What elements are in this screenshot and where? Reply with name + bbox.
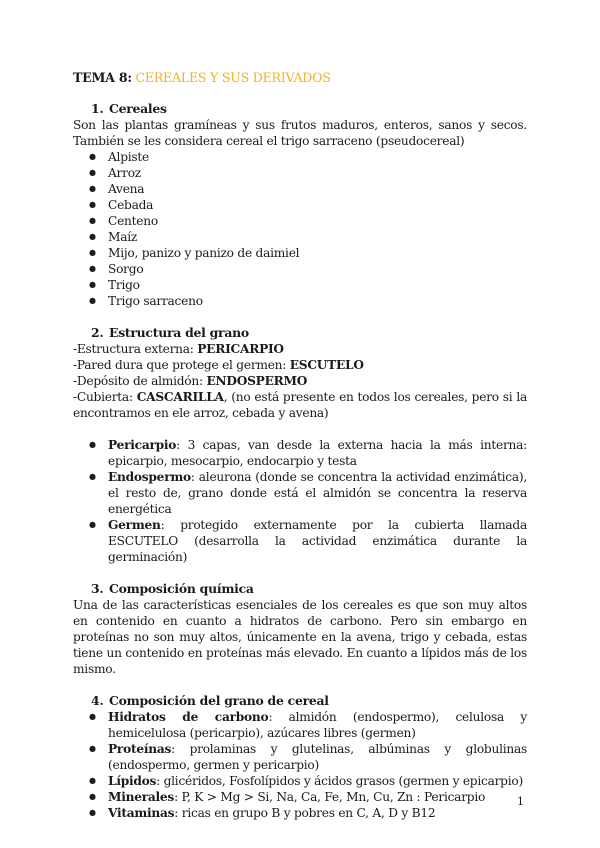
section-cereales bbox=[73, 101, 527, 309]
list-item: ● Trigo bbox=[73, 277, 527, 293]
structure-line: -Pared dura que protege el germen: ESCUTELO bbox=[73, 358, 364, 372]
section-estructura bbox=[73, 325, 527, 565]
document-body bbox=[73, 70, 527, 821]
section-1-heading: 1. Cereales bbox=[91, 101, 167, 116]
list-item: ● Vitaminas: ricas en grupo B y pobres en C, A, D y B12 bbox=[73, 805, 527, 821]
list-item: ● Minerales: P, K > Mg > Si, Na, Ca, Fe, Mn, Cu, Zn : Pericarpio bbox=[73, 789, 527, 805]
section-1-paragraph: Son las plantas gramíneas y sus frutos maduros, enteros, sanos y secos. También se les considera cereal el trigo sarraceno (pseudocereal) bbox=[73, 118, 527, 148]
list-item: ● Avena bbox=[73, 181, 527, 197]
title-subject: CEREALES Y SUS DERIVADOS bbox=[135, 70, 331, 85]
title-label: TEMA 8: bbox=[73, 70, 132, 85]
list-item: ● Alpiste bbox=[73, 149, 527, 165]
section-composicion-grano bbox=[73, 693, 527, 821]
section-composicion-quimica bbox=[73, 581, 527, 677]
section-3-heading: 3. Composición química bbox=[91, 581, 254, 596]
list-item: ● Maíz bbox=[73, 229, 527, 245]
cereal-list bbox=[73, 149, 527, 309]
structure-line: -Cubierta: CASCARILLA, (no está presente en todos los cereales, pero si la encontramos en ele arroz, cebada y avena) bbox=[73, 390, 527, 420]
structure-line: -Estructura externa: PERICARPIO bbox=[73, 342, 284, 356]
page-number: 1 bbox=[517, 795, 524, 808]
list-item: ● Endospermo: aleurona (donde se concentra la actividad enzimática), el resto de, grano donde está el almidón se concentra la reserva energética bbox=[73, 469, 527, 517]
list-item: ● Centeno bbox=[73, 213, 527, 229]
page-title bbox=[73, 70, 527, 86]
list-item: ● Germen: protegido externamente por la cubierta llamada ESCUTELO (desarrolla la actividad enzimática durante la germinación) bbox=[73, 517, 527, 565]
list-item: ● Arroz bbox=[73, 165, 527, 181]
structure-line: -Depósito de almidón: ENDOSPERMO bbox=[73, 374, 308, 388]
section-4-heading: 4. Composición del grano de cereal bbox=[91, 693, 329, 708]
section-2-heading: 2. Estructura del grano bbox=[91, 325, 249, 340]
structure-list bbox=[73, 437, 527, 565]
list-item: ● Cebada bbox=[73, 197, 527, 213]
list-item: ● Mijo, panizo y panizo de daimiel bbox=[73, 245, 527, 261]
composition-list bbox=[73, 709, 527, 821]
list-item: ● Lípidos: glicéridos, Fosfolípidos y ácidos grasos (germen y epicarpio) bbox=[73, 773, 527, 789]
list-item: ● Sorgo bbox=[73, 261, 527, 277]
list-item: ● Pericarpio: 3 capas, van desde la externa hacia la más interna: epicarpio, mesocarpio, endocarpio y testa bbox=[73, 437, 527, 469]
section-3-paragraph: Una de las características esenciales de los cereales es que son muy altos en contenido en cuanto a hidratos de carbono. Pero sin embargo en proteínas no son muy altos, únicamente en la avena, trigo y cebada, estas tiene un contenido en proteínas más elevado. En cuanto a lípidos más de los mismo. bbox=[73, 598, 527, 676]
list-item: ● Proteínas: prolaminas y glutelinas, albúminas y globulinas (endospermo, germen y pericarpio) bbox=[73, 741, 527, 773]
list-item: ● Hidratos de carbono: almidón (endospermo), celulosa y hemicelulosa (pericarpio), azúcares libres (germen) bbox=[73, 709, 527, 741]
list-item: ● Trigo sarraceno bbox=[73, 293, 527, 309]
